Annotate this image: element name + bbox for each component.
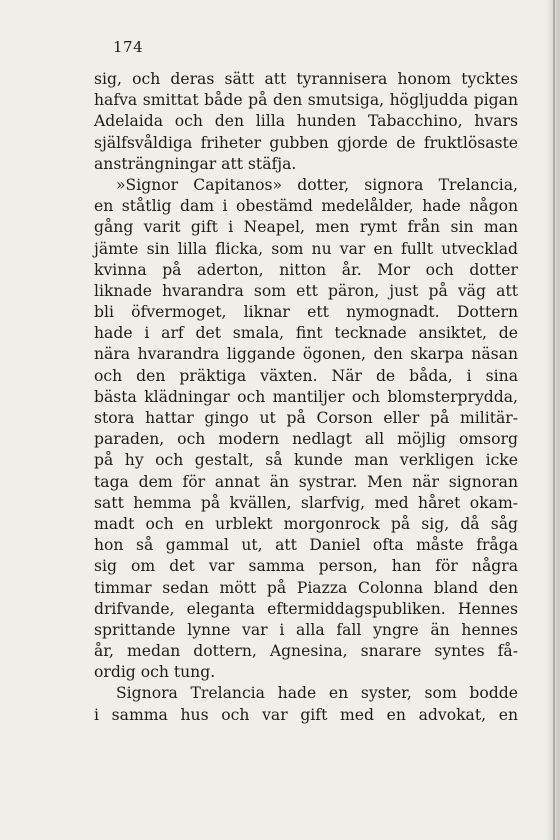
text-line: bästa klädningar och mantiljer och blomsterprydda, [94, 387, 518, 406]
text-line: madt och en urblekt morgonrock på sig, då såg [94, 514, 518, 533]
page-gutter-edge [553, 0, 555, 840]
text-line: i samma hus och var gift med en advokat, en [94, 705, 518, 724]
text-line: timmar sedan mött på Piazza Colonna bland den [94, 578, 518, 597]
text-line: satt hemma på kvällen, slarfvig, med håret okam- [94, 493, 518, 512]
text-line: på hy och gestalt, så kunde man verkligen icke [94, 451, 518, 470]
text-line: kvinna på aderton, nitton år. Mor och dotter [94, 260, 518, 279]
text-line: drifvande, eleganta eftermiddagspubliken. Hennes [94, 599, 518, 618]
text-line: hade i arf det smala, fint tecknade ansiktet, de [94, 324, 518, 343]
text-line: själfsvåldiga friheter gubben gjorde de fruktlösaste [94, 133, 518, 152]
text-line: sprittande lynne var i alla fall yngre än hennes [94, 620, 518, 639]
text-line: stora hattar gingo ut på Corson eller på militär- [94, 409, 518, 427]
text-line: Signora Trelancia hade en syster, som bodde [116, 684, 518, 703]
text-line: ordig och tung. [94, 663, 216, 682]
text-line: bli öfvermoget, liknar ett nymognadt. Dottern [94, 303, 518, 322]
text-line: liknade hvarandra som ett päron, just på väg att [94, 281, 518, 300]
text-line: »Signor Capitanos» dotter, signora Trelancia, [116, 175, 518, 194]
page-number: 174 [113, 38, 144, 56]
text-line: Adelaida och den lilla hunden Tabacchino, hvars [94, 112, 518, 131]
text-line: en ståtlig dam i obestämd medelålder, hade någon [94, 197, 518, 216]
text-line: gång varit gift i Neapel, men rymt från sin man [94, 218, 518, 237]
text-line: sig om det var samma person, han för några [94, 557, 518, 576]
text-line: hon så gammal ut, att Daniel ofta måste fråga [94, 536, 518, 555]
body-text [94, 69, 518, 726]
text-line: paraden, och modern nedlagt all möjlig omsorg [94, 430, 518, 449]
text-line: och den präktiga växten. När de båda, i sina [94, 366, 518, 385]
text-line: nära hvarandra liggande ögonen, den skarpa näsan [94, 345, 518, 364]
text-line: taga dem för annat än systrar. Men när signoran [94, 472, 518, 491]
text-line: ansträngningar att stäfja. [94, 154, 297, 173]
text-line: år, medan dottern, Agnesina, snarare syntes få- [94, 642, 518, 661]
text-line: sig, och deras sätt att tyrannisera honom tycktes [94, 70, 518, 88]
text-line: hafva smittat både på den smutsiga, högljudda pigan [94, 91, 518, 110]
text-line: jämte sin lilla flicka, som nu var en fullt utvecklad [94, 239, 518, 258]
